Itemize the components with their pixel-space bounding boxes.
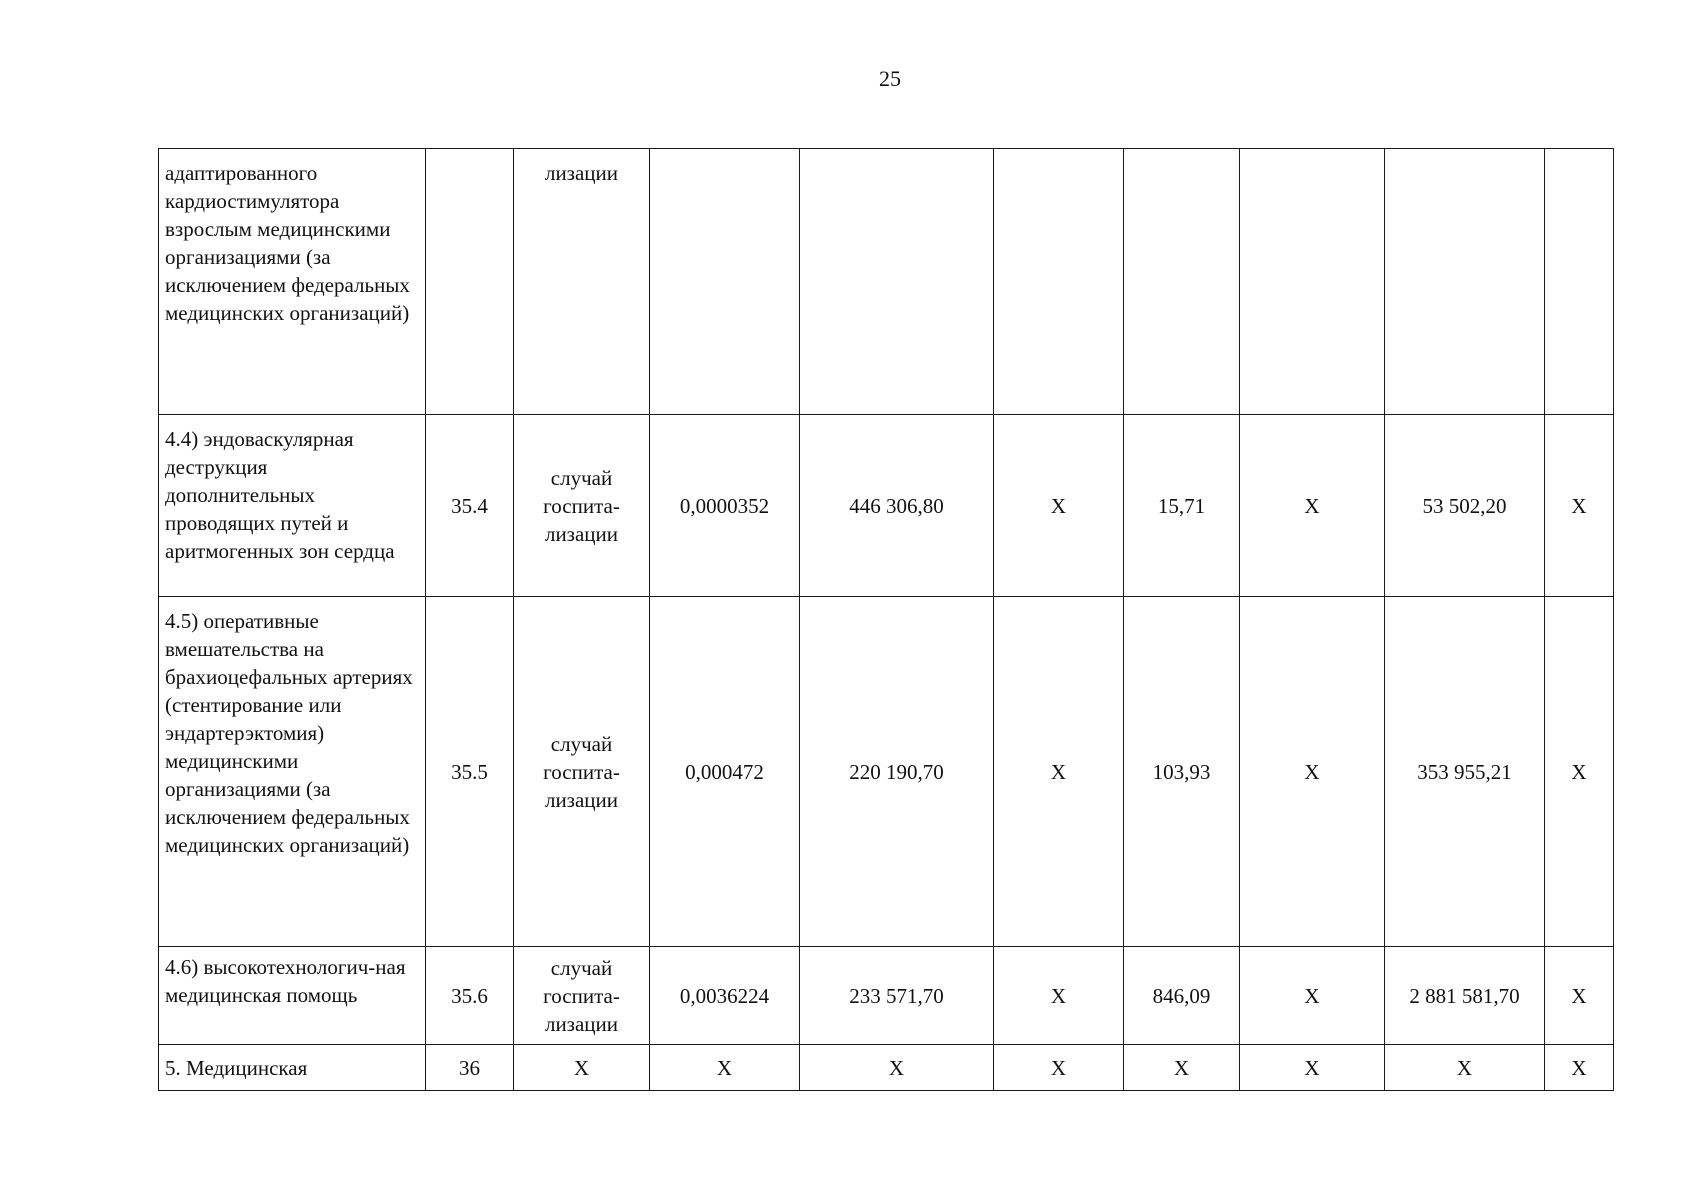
row-cell: X (800, 1045, 994, 1091)
row-name: 4.5) оперативные вмешательства на брахиоцефальных артериях (стентирование или эндартерэктомия) медицинскими организациями (за исключением федеральных медицинских организаций) (159, 597, 426, 947)
row-cell: X (1385, 1045, 1545, 1091)
row-unit: случай госпита-лизации (514, 947, 650, 1045)
row-cell: X (1240, 415, 1385, 597)
table-row (159, 149, 1614, 415)
row-code: 35.5 (426, 597, 514, 947)
row-cell (650, 149, 800, 415)
table-row (159, 1045, 1614, 1091)
row-unit: X (514, 1045, 650, 1091)
row-cell: 846,09 (1124, 947, 1240, 1045)
row-cell: X (1545, 415, 1614, 597)
row-cell (1124, 149, 1240, 415)
row-cell: 15,71 (1124, 415, 1240, 597)
row-cell (800, 149, 994, 415)
row-unit: лизации (514, 149, 650, 415)
row-cell: 2 881 581,70 (1385, 947, 1545, 1045)
row-code: 35.4 (426, 415, 514, 597)
row-cell: X (1545, 947, 1614, 1045)
row-cell: 0,0000352 (650, 415, 800, 597)
row-unit: случай госпита-лизации (514, 597, 650, 947)
table-row (159, 947, 1614, 1045)
row-name: адаптированного кардиостимулятора взрослым медицинскими организациями (за исключением федеральных медицинских организаций) (159, 149, 426, 415)
row-cell: X (994, 415, 1124, 597)
row-code (426, 149, 514, 415)
row-cell: X (1545, 1045, 1614, 1091)
row-unit: случай госпита-лизации (514, 415, 650, 597)
table-row (159, 415, 1614, 597)
row-name: 4.4) эндоваскулярная деструкция дополнительных проводящих путей и аритмогенных зон сердца (159, 415, 426, 597)
data-table (158, 148, 1614, 1091)
row-cell: X (650, 1045, 800, 1091)
row-cell (1385, 149, 1545, 415)
row-cell: 0,0036224 (650, 947, 800, 1045)
row-cell: X (1545, 597, 1614, 947)
row-cell: 0,000472 (650, 597, 800, 947)
row-cell: 220 190,70 (800, 597, 994, 947)
table-row (159, 597, 1614, 947)
row-name: 4.6) высокотехнологич-ная медицинская помощь (159, 947, 426, 1045)
row-code: 35.6 (426, 947, 514, 1045)
row-cell: X (1124, 1045, 1240, 1091)
page-number: 25 (879, 66, 901, 91)
row-code: 36 (426, 1045, 514, 1091)
row-name: 5. Медицинская (159, 1045, 426, 1091)
row-cell: X (994, 947, 1124, 1045)
row-cell: X (1240, 947, 1385, 1045)
row-cell: 233 571,70 (800, 947, 994, 1045)
row-cell: X (994, 597, 1124, 947)
row-cell (1240, 149, 1385, 415)
row-cell (1545, 149, 1614, 415)
row-cell: 353 955,21 (1385, 597, 1545, 947)
row-cell: X (1240, 1045, 1385, 1091)
row-cell: 103,93 (1124, 597, 1240, 947)
row-cell: X (1240, 597, 1385, 947)
row-cell (994, 149, 1124, 415)
row-cell: 446 306,80 (800, 415, 994, 597)
row-cell: 53 502,20 (1385, 415, 1545, 597)
row-cell: X (994, 1045, 1124, 1091)
